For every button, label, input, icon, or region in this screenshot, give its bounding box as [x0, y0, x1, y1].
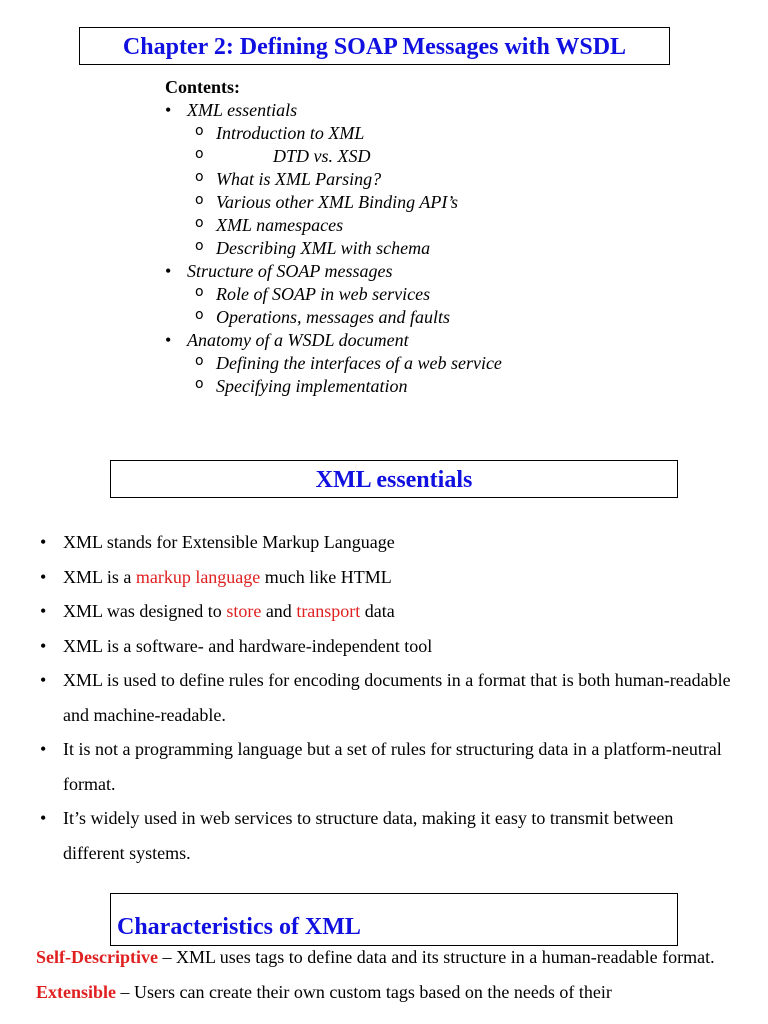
xml-essentials-list — [36, 525, 736, 870]
contents-subitem: o Specifying implementation — [165, 375, 502, 398]
contents-subitem: o Various other XML Binding API’s — [165, 191, 502, 214]
term-label: Extensible — [36, 981, 117, 1002]
contents-subitem: o Introduction to XML — [165, 122, 502, 145]
characteristics-heading-box — [110, 893, 678, 946]
contents-subitem: o Describing XML with schema — [165, 237, 502, 260]
contents-item: • Structure of SOAP messages — [165, 261, 393, 281]
circle-bullet-icon: o — [195, 215, 204, 231]
contents-heading: Contents: — [165, 77, 240, 97]
term-label: Self-Descriptive — [36, 947, 158, 967]
circle-bullet-icon: o — [195, 238, 204, 254]
characteristic-item: Self-Descriptive – XML uses tags to define data and its structure in a human-readable format. — [36, 947, 715, 967]
chapter-title-box — [79, 27, 670, 65]
list-item: • XML stands for Extensible Markup Language — [36, 525, 736, 560]
bullet-icon: • — [40, 670, 47, 690]
bullet-icon: • — [165, 330, 172, 350]
contents-subitem: o What is XML Parsing? — [165, 168, 502, 191]
xml-essentials-heading-box — [110, 460, 678, 498]
highlight-text: transport — [296, 601, 361, 621]
highlight-text: store — [226, 601, 262, 621]
circle-bullet-icon: o — [195, 376, 204, 392]
contents-subitem: o Defining the interfaces of a web service — [165, 352, 502, 375]
list-item: • It’s widely used in web services to structure data, making it easy to transmit between different systems. — [36, 801, 736, 870]
contents-item: • Anatomy of a WSDL document — [165, 330, 409, 350]
circle-bullet-icon: o — [195, 123, 204, 139]
contents-subitem: o Role of SOAP in web services — [165, 283, 502, 306]
circle-bullet-icon: o — [195, 284, 204, 300]
contents-list — [165, 76, 502, 398]
list-item: • XML is used to define rules for encoding documents in a format that is both human-readable and machine-readable. — [36, 663, 736, 732]
bullet-icon: • — [40, 566, 47, 587]
list-item: • It is not a programming language but a set of rules for structuring data in a platform-neutral format. — [36, 732, 736, 801]
highlight-text: markup language — [135, 566, 261, 587]
circle-bullet-icon: o — [195, 146, 204, 162]
contents-subitem: o Operations, messages and faults — [165, 306, 502, 329]
section-title: XML essentials — [315, 467, 473, 493]
bullet-icon: • — [165, 261, 172, 281]
bullet-icon: • — [40, 532, 47, 552]
circle-bullet-icon: o — [195, 192, 204, 208]
circle-bullet-icon: o — [195, 307, 204, 323]
list-item: • XML was designed to store and transport data — [36, 594, 736, 629]
bullet-icon: • — [40, 739, 47, 759]
chapter-title: Chapter 2: Defining SOAP Messages with WSDL — [122, 34, 627, 60]
characteristics-text — [36, 940, 736, 1009]
contents-item: • XML essentials — [165, 100, 298, 120]
contents-subitem: o DTD vs. XSD — [165, 145, 502, 168]
list-item: • XML is a markup language much like HTML — [36, 560, 736, 595]
bullet-icon: • — [40, 635, 47, 656]
characteristic-item: Extensible – Users can create their own custom tags based on the needs of their — [36, 981, 612, 1002]
list-item: • XML is a software- and hardware-independent tool — [36, 629, 736, 664]
circle-bullet-icon: o — [195, 169, 204, 185]
bullet-icon: • — [40, 601, 47, 621]
bullet-icon: • — [165, 100, 172, 120]
contents-subitem: o XML namespaces — [165, 214, 502, 237]
section-title: Characteristics of XML — [117, 914, 361, 940]
bullet-icon: • — [40, 808, 47, 828]
circle-bullet-icon: o — [195, 353, 204, 369]
